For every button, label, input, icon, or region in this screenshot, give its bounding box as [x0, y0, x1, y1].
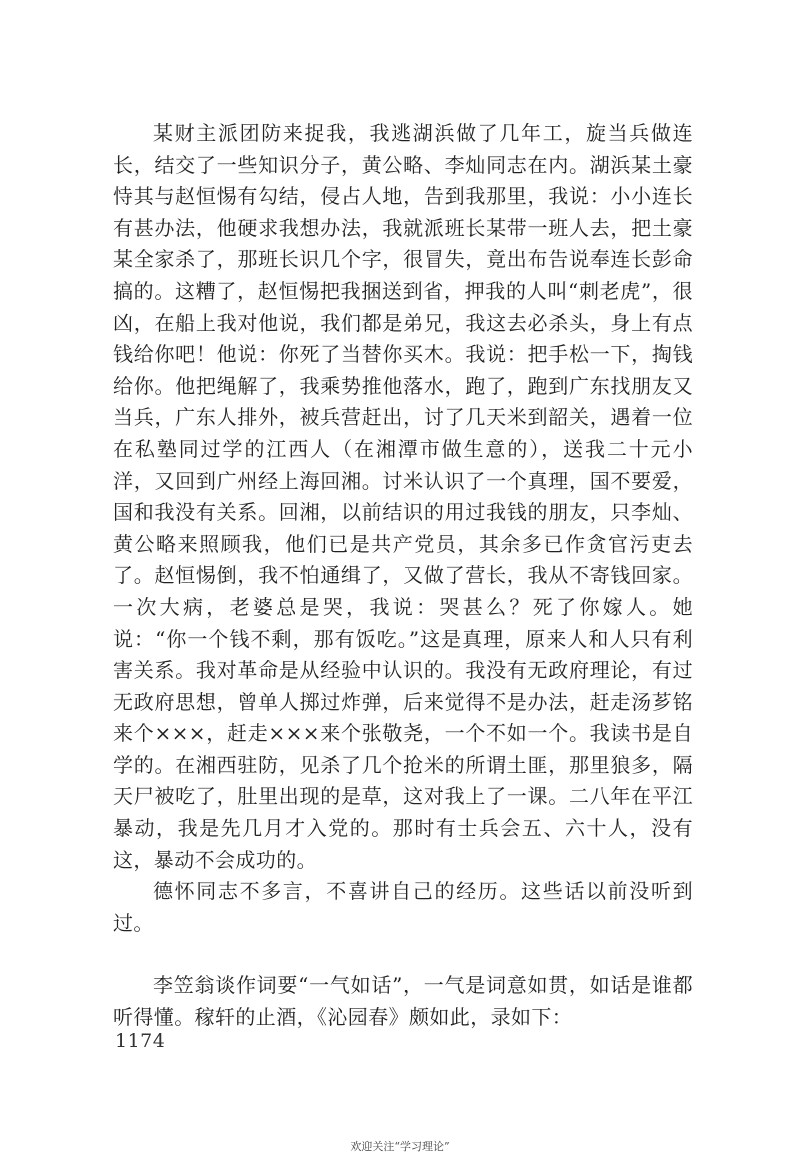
body-text [113, 118, 693, 1034]
paragraph-narrative: 某财主派团防来捉我，我逃湖浜做了几年工，旋当兵做连长，结交了一些知识分子，黄公略、李灿同志在内。湖浜某土豪恃其与赵恒惕有勾结，侵占人地，告到我那里，我说：小小连长有甚办法，他硬求我想办法，我就派班长某带一班人去，把土豪某全家杀了，那班长识几个字，很冒失，竟出布告说奉连长彭命搞的。这糟了，赵恒惕把我捆送到省，押我的人叫“刺老虎”，很凶，在船上我对他说，我们都是弟兄，我这去必杀头，身上有点钱给你吧！他说：你死了当替你买木。我说：把手松一下，掏钱给你。他把绳解了，我乘势推他落水，跑了，跑到广东找朋友又当兵，广东人排外，被兵营赶出，讨了几天米到韶关，遇着一位在私塾同过学的江西人（在湘潭市做生意的），送我二十元小洋，又回到广州经上海回湘。讨米认识了一个真理，国不要爱，国和我没有关系。回湘，以前结识的用过我钱的朋友，只李灿、黄公略来照顾我，他们已是共产党员，其余多已作贪官污吏去了。赵恒惕倒，我不怕通缉了，又做了营长，我从不寄钱回家。一次大病，老婆总是哭，我说：哭甚么？死了你嫁人。她说：“你一个钱不剩，那有饭吃。”这是真理，原来人和人只有利害关系。我对革命是从经验中认识的。我没有无政府理论，有过无政府思想，曾单人掷过炸弹，后来觉得不是办法，赶走汤芗铭来个×××，赶走×××来个张敬尧，一个不如一个。我读书是自学的。在湘西驻防，见杀了几个抢米的所谓土匪，那里狼多，隔天尸被吃了，肚里出现的是草，这对我上了一课。二八年在平江暴动，我是先几月才入党的。那时有士兵会五、六十人，没有这，暴动不会成功的。 [113, 121, 693, 872]
paragraph-poetry-intro: 李笠翁谈作词要“一气如话”，一气是词意如贯，如话是谁都听得懂。稼轩的止酒，《沁园春》颇如此，录如下： [113, 973, 693, 1030]
page-number: 1174 [115, 1030, 166, 1052]
paragraph-comment: 德怀同志不多言，不喜讲自己的经历。这些话以前没听到过。 [113, 879, 693, 935]
footer-watermark-text: 欢迎关注“学习理论” [350, 1140, 450, 1153]
